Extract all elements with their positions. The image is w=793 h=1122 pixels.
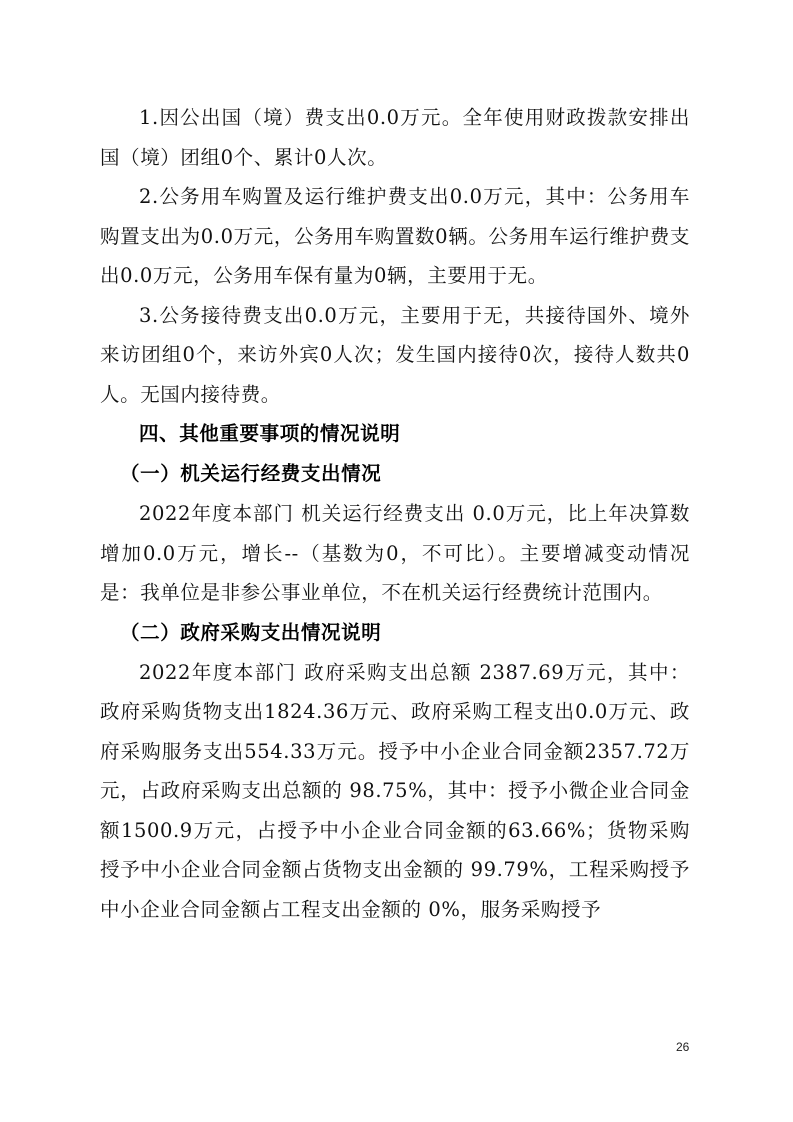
paragraph-official-reception: 3.公务接待费支出0.0万元，主要用于无，共接待国外、境外来访团组0个，来访外宾0人次；发生国内接待0次，接待人数共0人。无国内接待费。: [100, 303, 690, 406]
paragraph-official-vehicles: 2.公务用车购置及运行维护费支出0.0万元，其中：公务用车购置支出为0.0万元，公务用车购置数0辆。公务用车运行维护费支出0.0万元，公务用车保有量为0辆，主要用于无。: [100, 185, 690, 287]
paragraph-procurement: 2022年度本部门 政府采购支出总额 2387.69万元，其中：政府采购货物支出1824.36万元、政府采购工程支出0.0万元、政府采购服务支出554.33万元。授予中小企业合同金额2357.72万元，占政府采购支出总额的 98.75%，其中：授予小微企业合同金额1500.9万元，占授予中小企业合同金额的63.66%；货物采购授予中小企业合同金额占货物支出金额的 99.79%，工程采购授予中小企业合同金额占工程支出金额的 0%，服务采购授予: [100, 660, 690, 921]
section-heading-other-matters: 四、其他重要事项的情况说明: [139, 422, 401, 445]
subsection-heading-operating-expenses: （一）机关运行经费支出情况: [120, 462, 382, 485]
subsection-heading-procurement: （二）政府采购支出情况说明: [120, 620, 382, 644]
paragraph-operating-expenses: 2022年度本部门 机关运行经费支出 0.0万元，比上年决算数增加0.0万元，增长--（基数为0，不可比）。主要增减变动情况是：我单位是非参公事业单位，不在机关运行经费统计范围内。: [100, 502, 690, 604]
document-body: [100, 98, 690, 929]
paragraph-overseas-travel: 1.因公出国（境）费支出0.0万元。全年使用财政拨款安排出国（境）团组0个、累计0人次。: [100, 106, 690, 169]
page-number: 26: [676, 1040, 690, 1054]
